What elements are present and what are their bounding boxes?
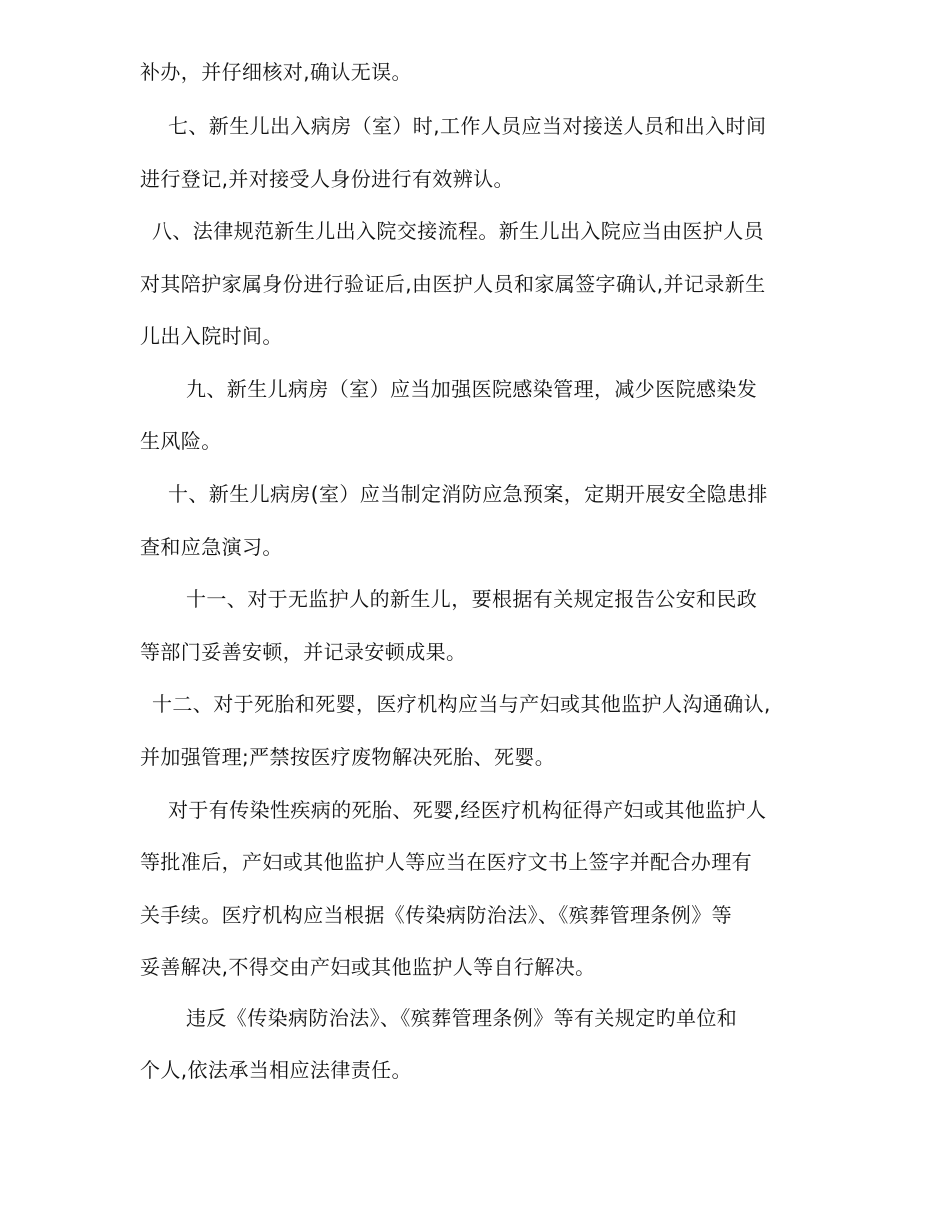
paragraph-line: 十一、对于无监护人的新生儿，要根据有关规定报告公安和民政 — [186, 587, 758, 611]
paragraph-line: 十二、对于死胎和死婴，医疗机构应当与产妇或其他监护人沟通确认, — [152, 692, 771, 716]
paragraph-line: 生风险。 — [140, 429, 222, 453]
paragraph-line: 儿出入院时间。 — [140, 324, 283, 348]
paragraph-line: 等批准后，产妇或其他监护人等应当在医疗文书上签字并配合办理有 — [140, 850, 752, 874]
paragraph-line: 对其陪护家属身份进行验证后,由医护人员和家属签字确认,并记录新生 — [140, 272, 766, 296]
paragraph-line: 个人,依法承当相应法律责任。 — [140, 1058, 412, 1082]
paragraph-line: 七、新生儿出入病房（室）时,工作人员应当对接送人员和出入时间 — [168, 114, 767, 138]
paragraph-line: 进行登记,并对接受人身份进行有效辨认。 — [140, 167, 514, 191]
paragraph-line: 九、新生儿病房（室）应当加强医院感染管理，减少医院感染发 — [186, 377, 758, 401]
paragraph-line: 对于有传染性疾病的死胎、死婴,经医疗机构征得产妇或其他监护人 — [168, 798, 767, 822]
paragraph-line: 违反《传染病防治法》、《殡葬管理条例》等有关规定旳单位和 — [186, 1006, 738, 1030]
paragraph-line: 十、新生儿病房(室）应当制定消防应急预案，定期开展安全隐患排 — [168, 482, 768, 506]
paragraph-line: 等部门妥善安顿，并记录安顿成果。 — [140, 640, 467, 664]
paragraph-line: 并加强管理;严禁按医疗废物解决死胎、死婴。 — [140, 745, 556, 769]
paragraph-line: 关手续。医疗机构应当根据《传染病防治法》、《殡葬管理条例》等 — [140, 903, 732, 927]
paragraph-line: 八、法律规范新生儿出入院交接流程。新生儿出入院应当由医护人员 — [152, 219, 764, 243]
paragraph-line: 查和应急演习。 — [140, 535, 283, 559]
paragraph-line: 妥善解决,不得交由产妇或其他监护人等自行解决。 — [140, 955, 596, 979]
paragraph-line: 补办，并仔细核对,确认无误。 — [140, 60, 412, 84]
